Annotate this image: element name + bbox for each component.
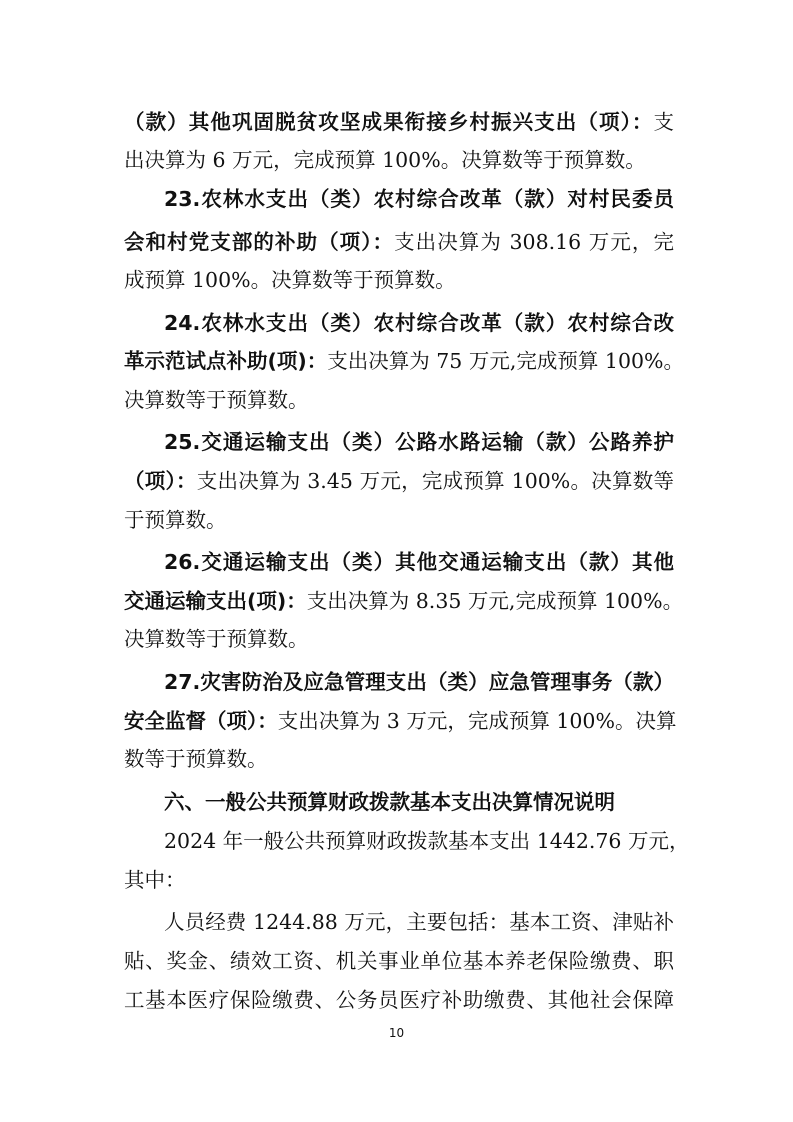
text-line: 革示范试点补助(项)：支出决算为 75 万元,完成预算 100%。 (124, 349, 685, 373)
text-line: 成预算 100%。决算数等于预算数。 (124, 268, 456, 292)
section-heading: 六、一般公共预算财政拨款基本支出决算情况说明 (164, 790, 615, 814)
text-line: 会和村党支部的补助（项）：支出决算为 308.16 万元，完 (124, 230, 675, 254)
text-line: 于预算数。 (124, 508, 227, 532)
text-line: 交通运输支出(项)：支出决算为 8.35 万元,完成预算 100%。 (124, 589, 684, 613)
text-line: （项）：支出决算为 3.45 万元，完成预算 100%。决算数等 (124, 469, 674, 493)
text-line: 24.农林水支出（类）农村综合改革（款）农村综合改 (164, 311, 674, 335)
text-line: 安全监督（项）：支出决算为 3 万元，完成预算 100%。决算 (124, 709, 677, 733)
text-line: 23.农林水支出（类）农村综合改革（款）对村民委员 (164, 187, 674, 211)
text-line: 25.交通运输支出（类）公路水路运输（款）公路养护 (164, 430, 674, 454)
text-line: 决算数等于预算数。 (124, 388, 309, 412)
text-line: 26.交通运输支出（类）其他交通运输支出（款）其他 (164, 550, 674, 574)
text-line: 工基本医疗保险缴费、公务员医疗补助缴费、其他社会保障 (124, 988, 674, 1012)
text-line: 出决算为 6 万元，完成预算 100%。决算数等于预算数。 (124, 148, 646, 172)
text-line: 27.灾害防治及应急管理支出（类）应急管理事务（款） (164, 670, 674, 694)
text-line: 决算数等于预算数。 (124, 627, 309, 651)
text-line: 其中： (124, 868, 186, 892)
text-line: 2024 年一般公共预算财政拨款基本支出 1442.76 万元， (164, 829, 690, 853)
text-line: 人员经费 1244.88 万元，主要包括：基本工资、津贴补 (164, 910, 674, 934)
text-line: 贴、奖金、绩效工资、机关事业单位基本养老保险缴费、职 (124, 949, 674, 973)
page-number: 10 (388, 1026, 405, 1040)
text-line: （款）其他巩固脱贫攻坚成果衔接乡村振兴支出（项）：支 (124, 110, 674, 134)
text-line: 数等于预算数。 (124, 747, 268, 771)
